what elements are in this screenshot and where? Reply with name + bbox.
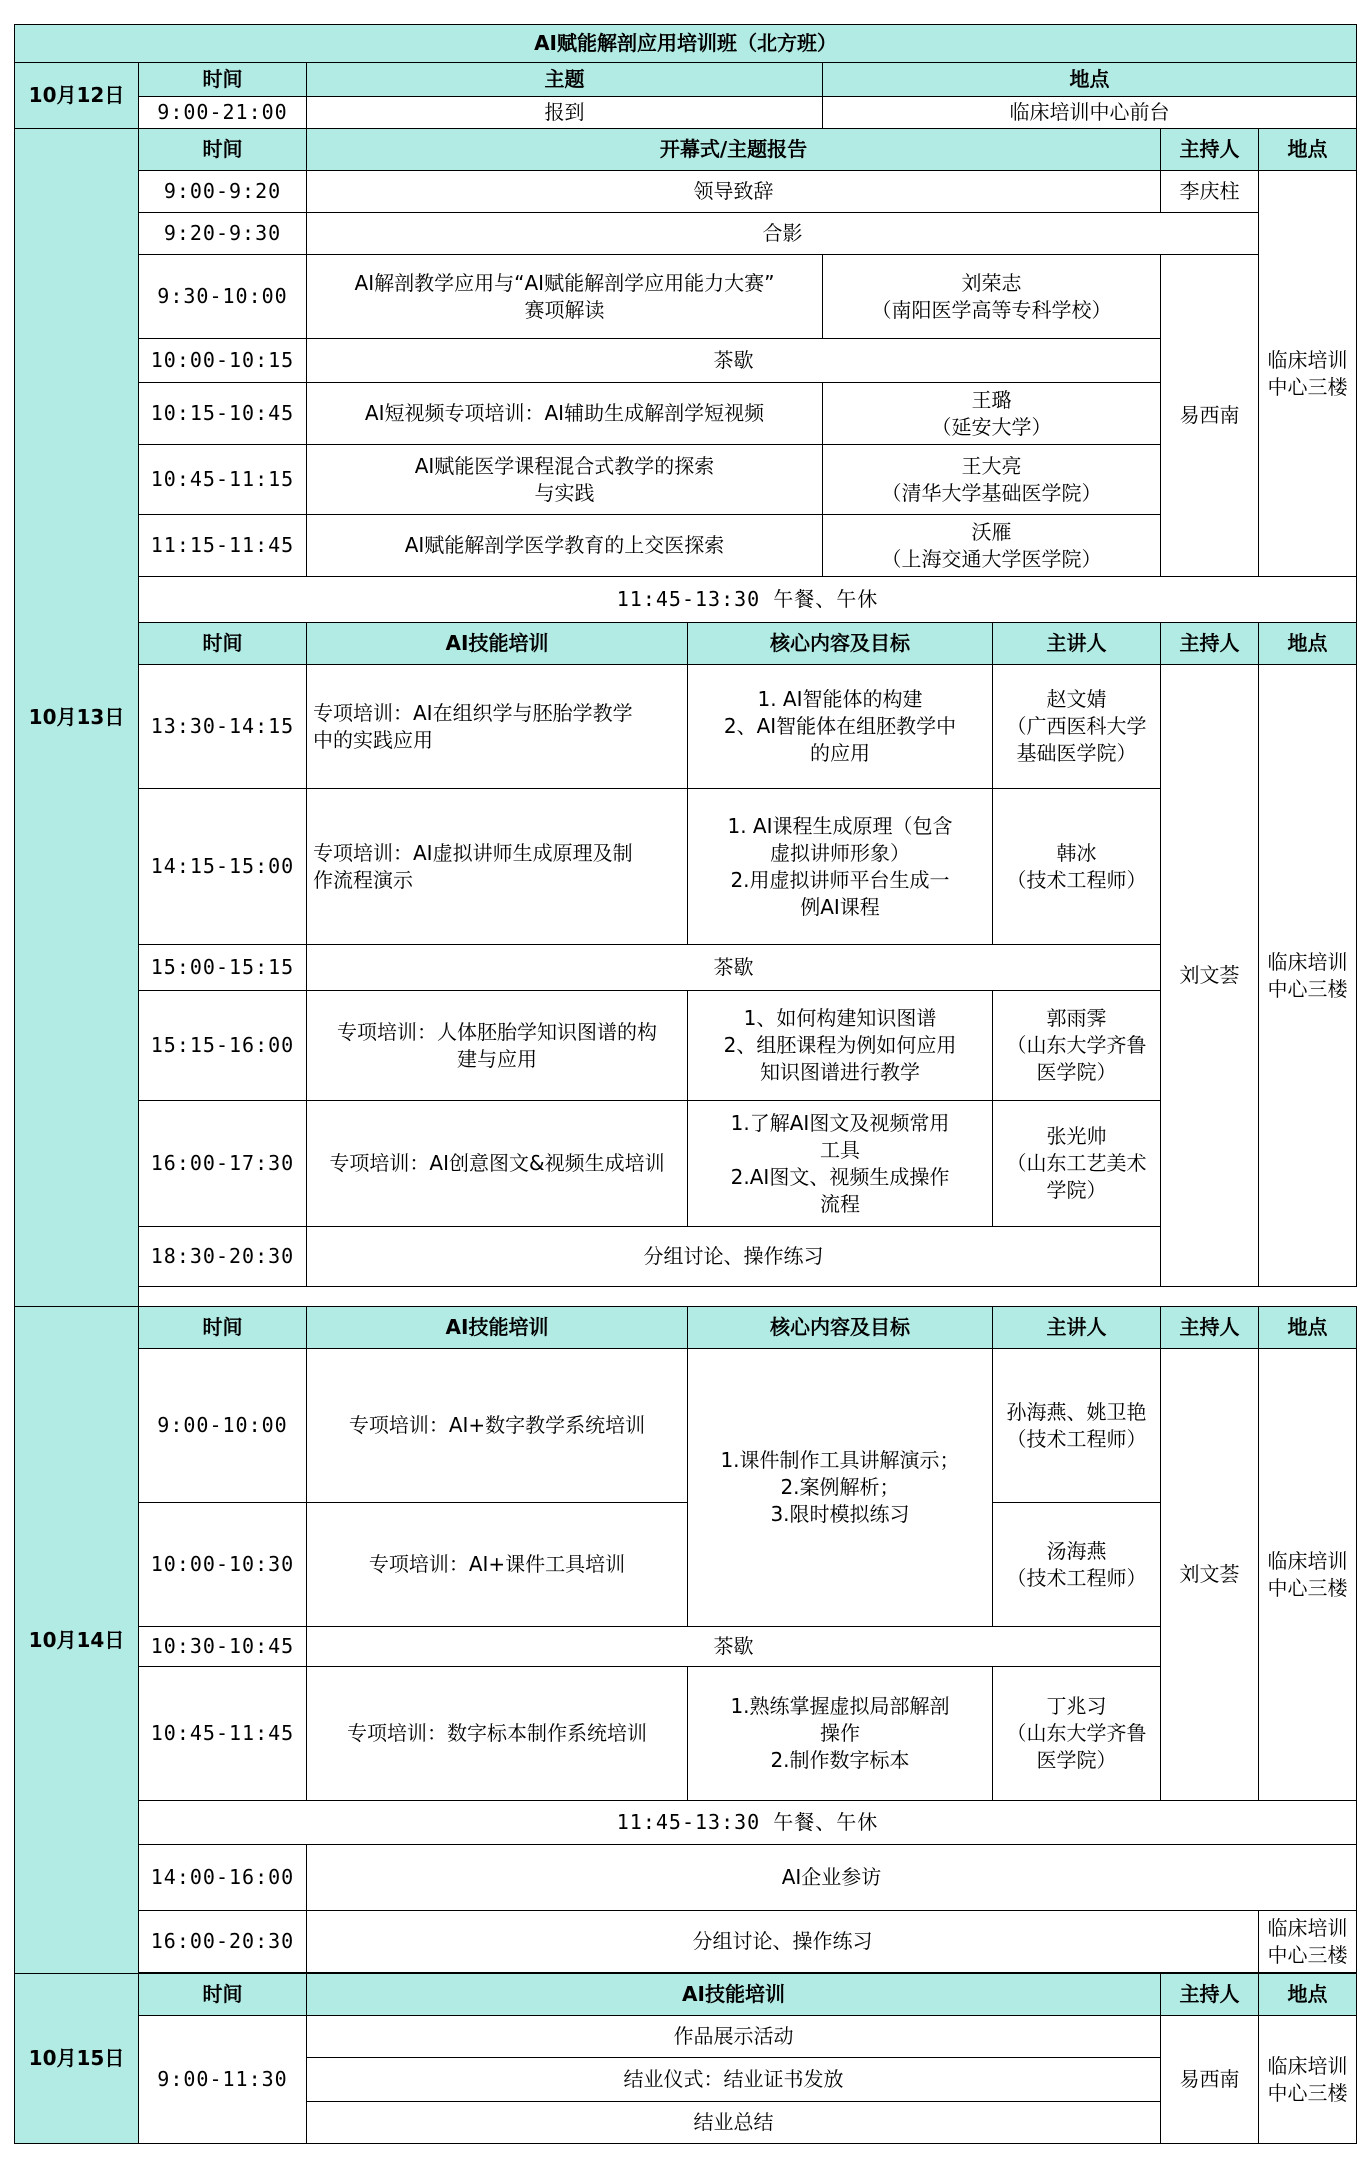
lunch-row: 11:45-13:30 午餐、午休 (139, 577, 1357, 623)
core-cell: 1. AI课程生成原理（包含 虚拟讲师形象） 2.用虚拟讲师平台生成一 例AI课程 (688, 789, 993, 945)
time-cell: 9:00-21:00 (139, 97, 307, 129)
schedule-table (14, 24, 1357, 2144)
speaker-cell: 沃雁 （上海交通大学医学院） (823, 515, 1161, 577)
header-speaker: 主讲人 (993, 1307, 1161, 1349)
time-cell: 9:30-10:00 (139, 255, 307, 339)
activity-cell: 结业总结 (307, 2102, 1161, 2144)
topic-cell: 专项培训：AI虚拟讲师生成原理及制 作流程演示 (307, 789, 688, 945)
time-cell: 10:00-10:30 (139, 1503, 307, 1627)
host-cell: 刘文荟 (1161, 1349, 1259, 1801)
speaker-cell: 王大亮 （清华大学基础医学院） (823, 445, 1161, 515)
core-cell: 1.了解AI图文及视频常用 工具 2.AI图文、视频生成操作 流程 (688, 1101, 993, 1227)
topic-cell: 专项培训：数字标本制作系统培训 (307, 1667, 688, 1801)
speaker-cell: 丁兆习 （山东大学齐鲁 医学院） (993, 1667, 1161, 1801)
time-cell: 10:45-11:15 (139, 445, 307, 515)
header-place: 地点 (1259, 1974, 1357, 2016)
place-cell: 临床培训 中心三楼 (1259, 665, 1357, 1287)
header-opening: 开幕式/主题报告 (307, 129, 1161, 171)
place-cell: 临床培训 中心三楼 (1259, 1349, 1357, 1801)
time-cell: 13:30-14:15 (139, 665, 307, 789)
date-cell-oct13: 10月13日 (15, 129, 139, 1307)
header-place: 地点 (1259, 623, 1357, 665)
header-core: 核心内容及目标 (688, 623, 993, 665)
time-cell: 16:00-20:30 (139, 1911, 307, 1973)
speaker-cell: 孙海燕、姚卫艳 （技术工程师） (993, 1349, 1161, 1503)
header-time: 时间 (139, 623, 307, 665)
core-cell: 1.熟练掌握虚拟局部解剖 操作 2.制作数字标本 (688, 1667, 993, 1801)
header-host: 主持人 (1161, 1974, 1259, 2016)
time-cell: 15:15-16:00 (139, 991, 307, 1101)
place-cell: 临床培训中心前台 (823, 97, 1357, 129)
speaker-cell: 赵文婧 （广西医科大学 基础医学院） (993, 665, 1161, 789)
core-cell: 1、如何构建知识图谱 2、组胚课程为例如何应用 知识图谱进行教学 (688, 991, 993, 1101)
host-cell: 李庆柱 (1161, 171, 1259, 213)
activity-cell: 作品展示活动 (307, 2016, 1161, 2058)
topic-cell: AI赋能医学课程混合式教学的探索 与实践 (307, 445, 823, 515)
time-cell: 10:00-10:15 (139, 339, 307, 383)
header-ai-training: AI技能培训 (307, 623, 688, 665)
core-cell: 1. AI智能体的构建 2、AI智能体在组胚教学中 的应用 (688, 665, 993, 789)
topic-cell: 茶歇 (307, 1627, 1161, 1667)
header-host: 主持人 (1161, 623, 1259, 665)
time-cell: 9:00-11:30 (139, 2016, 307, 2144)
header-time: 时间 (139, 1307, 307, 1349)
topic-cell: 茶歇 (307, 945, 1161, 991)
topic-cell: 专项培训：AI创意图文&视频生成培训 (307, 1101, 688, 1227)
header-time: 时间 (139, 1974, 307, 2016)
time-cell: 10:15-10:45 (139, 383, 307, 445)
time-cell: 9:00-9:20 (139, 171, 307, 213)
speaker-cell: 张光帅 （山东工艺美术 学院） (993, 1101, 1161, 1227)
topic-cell: AI解剖教学应用与“AI赋能解剖学应用能力大赛” 赛项解读 (307, 255, 823, 339)
topic-cell: AI赋能解剖学医学教育的上交医探索 (307, 515, 823, 577)
header-host: 主持人 (1161, 129, 1259, 171)
lunch-row: 11:45-13:30 午餐、午休 (139, 1801, 1357, 1845)
topic-cell: 专项培训：AI+课件工具培训 (307, 1503, 688, 1627)
speaker-cell: 韩冰 （技术工程师） (993, 789, 1161, 945)
topic-cell: 专项培训：人体胚胎学知识图谱的构 建与应用 (307, 991, 688, 1101)
header-place: 地点 (1259, 129, 1357, 171)
topic-cell: 合影 (307, 213, 1259, 255)
speaker-cell: 郭雨霁 （山东大学齐鲁 医学院） (993, 991, 1161, 1101)
speaker-cell: 汤海燕 （技术工程师） (993, 1503, 1161, 1627)
date-cell-oct12: 10月12日 (15, 63, 139, 129)
time-cell: 10:30-10:45 (139, 1627, 307, 1667)
topic-cell: AI短视频专项培训：AI辅助生成解剖学短视频 (307, 383, 823, 445)
host-cell: 易西南 (1161, 255, 1259, 577)
place-cell: 临床培训 中心三楼 (1259, 171, 1357, 577)
core-cell: 1.课件制作工具讲解演示； 2.案例解析； 3.限时模拟练习 (688, 1349, 993, 1627)
activity-cell: 结业仪式：结业证书发放 (307, 2058, 1161, 2102)
topic-cell: 领导致辞 (307, 171, 1161, 213)
topic-cell: AI企业参访 (307, 1845, 1357, 1911)
header-topic: 主题 (307, 63, 823, 97)
header-ai-training: AI技能培训 (307, 1974, 1161, 2016)
time-cell: 14:15-15:00 (139, 789, 307, 945)
header-place: 地点 (823, 63, 1357, 97)
topic-cell: 专项培训：AI+数字教学系统培训 (307, 1349, 688, 1503)
header-place: 地点 (1259, 1307, 1357, 1349)
time-cell: 11:15-11:45 (139, 515, 307, 577)
time-cell: 16:00-17:30 (139, 1101, 307, 1227)
place-cell: 临床培训 中心三楼 (1259, 2016, 1357, 2144)
header-speaker: 主讲人 (993, 623, 1161, 665)
topic-cell: 报到 (307, 97, 823, 129)
time-cell: 9:20-9:30 (139, 213, 307, 255)
time-cell: 15:00-15:15 (139, 945, 307, 991)
topic-cell: 专项培训：AI在组织学与胚胎学教学 中的实践应用 (307, 665, 688, 789)
date-cell-oct14: 10月14日 (15, 1307, 139, 1974)
speaker-cell: 刘荣志 （南阳医学高等专科学校） (823, 255, 1161, 339)
date-cell-oct15: 10月15日 (15, 1974, 139, 2144)
place-cell: 临床培训 中心三楼 (1259, 1911, 1357, 1973)
topic-cell: 分组讨论、操作练习 (307, 1911, 1259, 1973)
header-time: 时间 (139, 63, 307, 97)
time-cell: 10:45-11:45 (139, 1667, 307, 1801)
time-cell: 14:00-16:00 (139, 1845, 307, 1911)
header-host: 主持人 (1161, 1307, 1259, 1349)
table-title: AI赋能解剖应用培训班（北方班） (15, 25, 1357, 63)
topic-cell: 茶歇 (307, 339, 1161, 383)
header-time: 时间 (139, 129, 307, 171)
speaker-cell: 王璐 （延安大学） (823, 383, 1161, 445)
header-ai-training: AI技能培训 (307, 1307, 688, 1349)
host-cell: 易西南 (1161, 2016, 1259, 2144)
header-core: 核心内容及目标 (688, 1307, 993, 1349)
host-cell: 刘文荟 (1161, 665, 1259, 1287)
time-cell: 9:00-10:00 (139, 1349, 307, 1503)
topic-cell: 分组讨论、操作练习 (307, 1227, 1161, 1287)
time-cell: 18:30-20:30 (139, 1227, 307, 1287)
